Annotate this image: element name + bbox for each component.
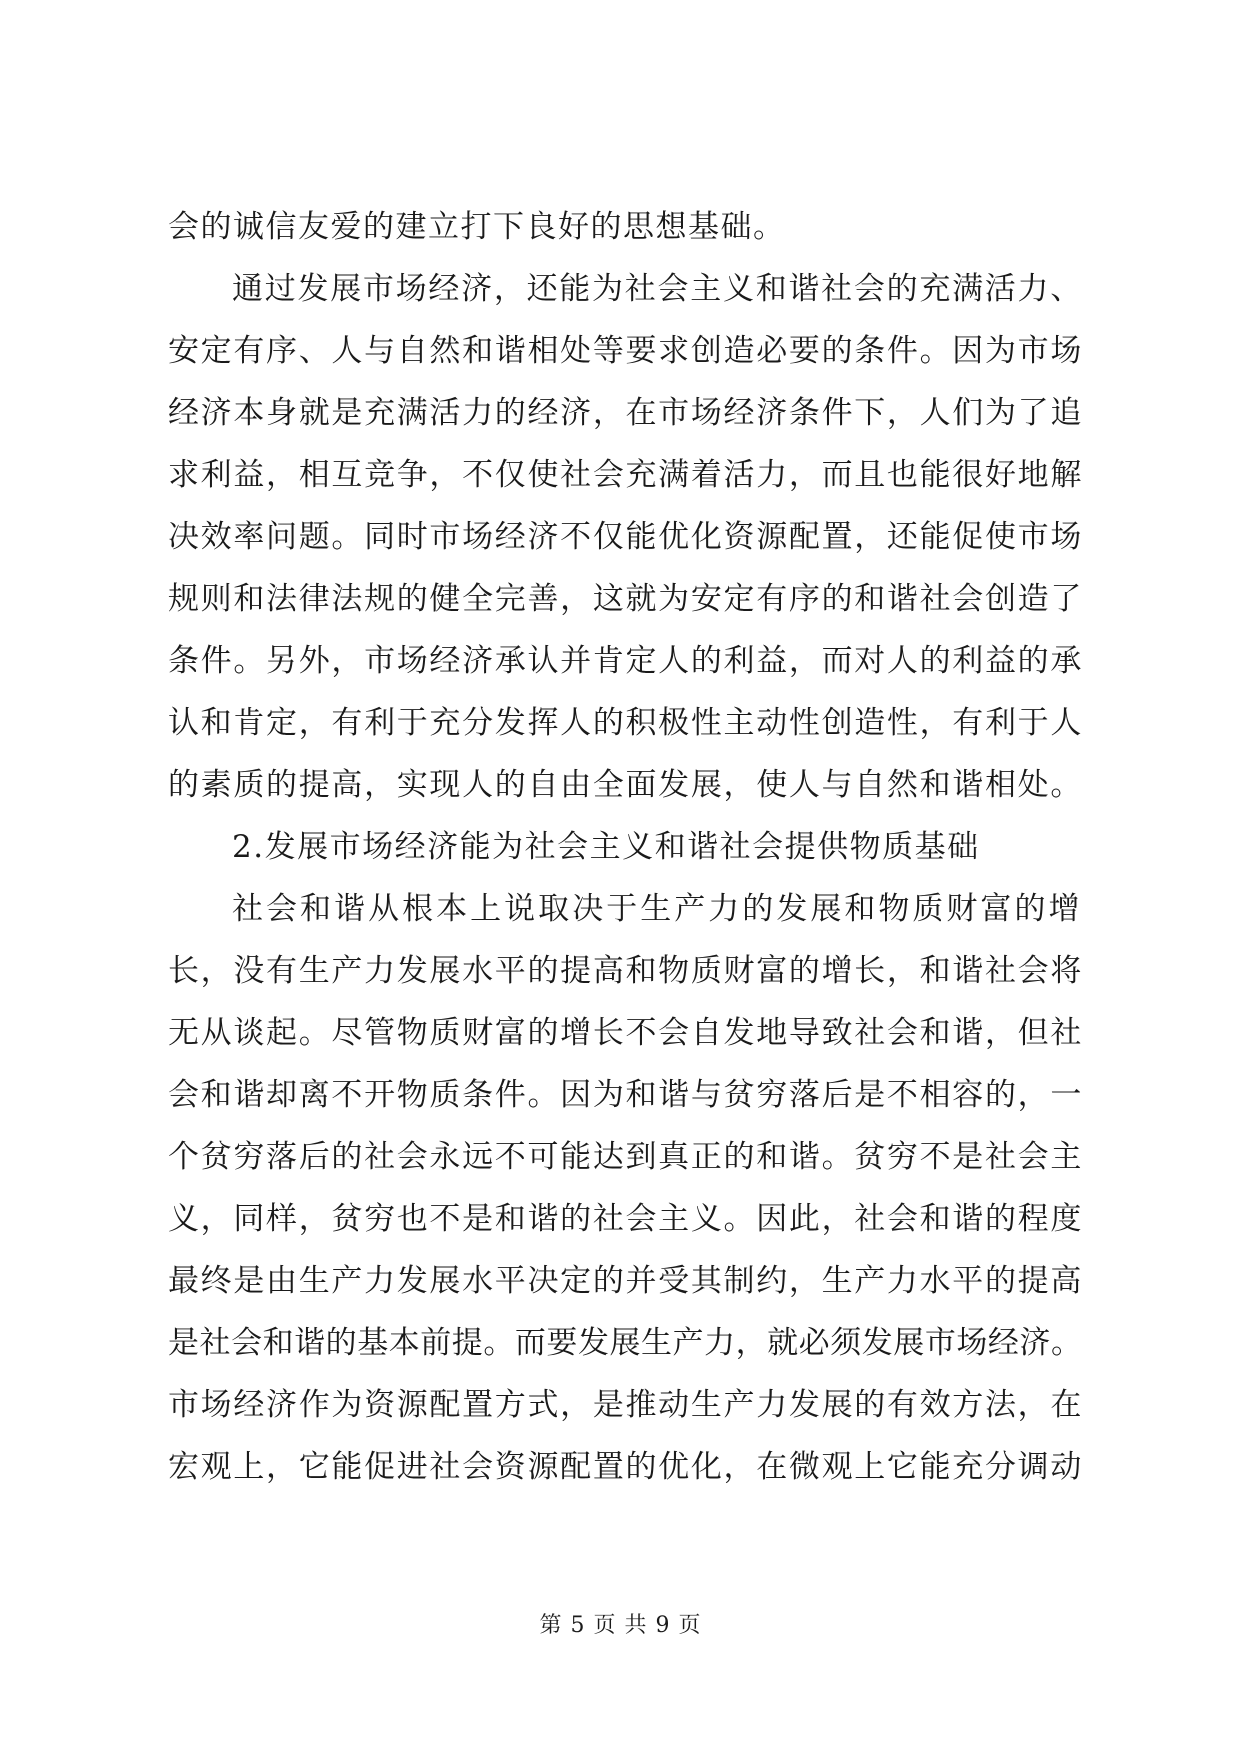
text-line: 的素质的提高，实现人的自由全面发展，使人与自然和谐相处。 xyxy=(168,767,1083,803)
text-line: 决效率问题。同时市场经济不仅能优化资源配置，还能促使市场 xyxy=(168,519,1083,555)
text-line: 义，同样，贫穷也不是和谐的社会主义。因此，社会和谐的程度 xyxy=(168,1201,1083,1237)
text-line: 长，没有生产力发展水平的提高和物质财富的增长，和谐社会将 xyxy=(168,953,1083,989)
text-line: 规则和法律法规的健全完善，这就为安定有序的和谐社会创造了 xyxy=(168,581,1083,617)
text-line: 通过发展市场经济，还能为社会主义和谐社会的充满活力、 xyxy=(232,271,1083,307)
page-footer: 第 5 页 共 9 页 xyxy=(539,1613,702,1638)
document-body xyxy=(168,196,1083,1498)
text-line: 2.发展市场经济能为社会主义和谐社会提供物质基础 xyxy=(232,829,980,865)
text-line: 求利益，相互竞争，不仅使社会充满着活力，而且也能很好地解 xyxy=(168,457,1083,493)
text-line: 宏观上，它能促进社会资源配置的优化，在微观上它能充分调动 xyxy=(168,1449,1083,1485)
text-line: 个贫穷落后的社会永远不可能达到真正的和谐。贫穷不是社会主 xyxy=(168,1139,1083,1175)
text-line: 社会和谐从根本上说取决于生产力的发展和物质财富的增 xyxy=(232,891,1083,927)
text-line: 认和肯定，有利于充分发挥人的积极性主动性创造性，有利于人 xyxy=(168,705,1083,741)
text-line: 是社会和谐的基本前提。而要发展生产力，就必须发展市场经济。 xyxy=(168,1325,1083,1361)
text-line: 会和谐却离不开物质条件。因为和谐与贫穷落后是不相容的，一 xyxy=(168,1077,1083,1113)
text-line: 经济本身就是充满活力的经济，在市场经济条件下，人们为了追 xyxy=(168,395,1083,431)
text-line: 无从谈起。尽管物质财富的增长不会自发地导致社会和谐，但社 xyxy=(168,1015,1083,1051)
text-line: 会的诚信友爱的建立打下良好的思想基础。 xyxy=(168,209,786,245)
text-line: 最终是由生产力发展水平决定的并受其制约，生产力水平的提高 xyxy=(168,1263,1083,1299)
text-line: 安定有序、人与自然和谐相处等要求创造必要的条件。因为市场 xyxy=(168,333,1083,369)
text-line: 条件。另外，市场经济承认并肯定人的利益，而对人的利益的承 xyxy=(168,643,1083,679)
text-line: 市场经济作为资源配置方式，是推动生产力发展的有效方法，在 xyxy=(168,1387,1083,1423)
